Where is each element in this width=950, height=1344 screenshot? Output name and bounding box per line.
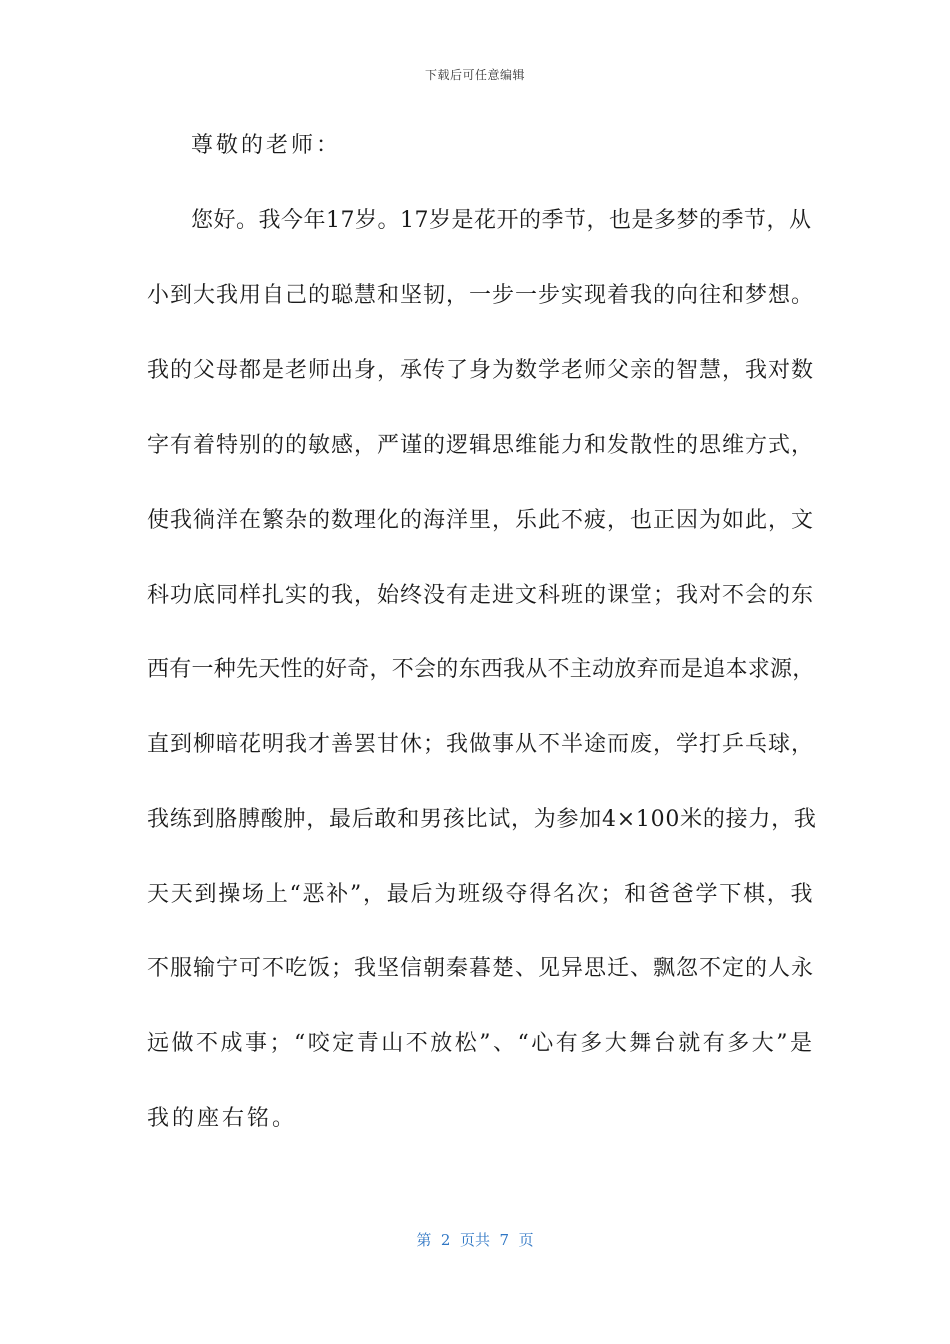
paragraph-line: 不服输宁可不吃饭；我坚信朝秦暮楚、见异思迁、飘忽不定的人永 [147,956,815,981]
page-number: 第 2 页共 7 页 [416,1231,534,1249]
paragraph-line: 科功底同样扎实的我，始终没有走进文科班的课堂；我对不会的东 [147,583,815,608]
paragraph-line: 直到柳暗花明我才善罢甘休；我做事从不半途而废，学打乒乓球， [147,732,815,757]
paragraph-line: 小到大我用自己的聪慧和坚韧，一步一步实现着我的向往和梦想。 [147,283,815,308]
paragraph-line: 使我徜洋在繁杂的数理化的海洋里，乐此不疲，也正因为如此，文 [147,508,815,533]
paragraph-line: 我的座右铭。 [147,1106,298,1131]
paragraph-line: 天天到操场上“恶补”，最后为班级夺得名次；和爸爸学下棋，我 [147,882,815,907]
page-header-note: 下载后可任意编辑 [424,68,525,82]
paragraph-line: 我的父母都是老师出身，承传了身为数学老师父亲的智慧，我对数 [147,358,815,383]
paragraph-line: 我练到胳膊酸肿，最后敢和男孩比试，为参加4×100米的接力，我 [147,807,817,832]
paragraph-line: 西有一种先天性的好奇，不会的东西我从不主动放弃而是追本求源， [147,657,815,682]
paragraph-line: 您好。我今年17岁。17岁是花开的季节，也是多梦的季节，从 [191,208,812,233]
salutation: 尊敬的老师： [191,133,342,158]
paragraph-line: 字有着特别的的敏感，严谨的逻辑思维能力和发散性的思维方式， [147,433,815,458]
paragraph-line: 远做不成事；“咬定青山不放松”、“心有多大舞台就有多大”是 [147,1031,815,1056]
